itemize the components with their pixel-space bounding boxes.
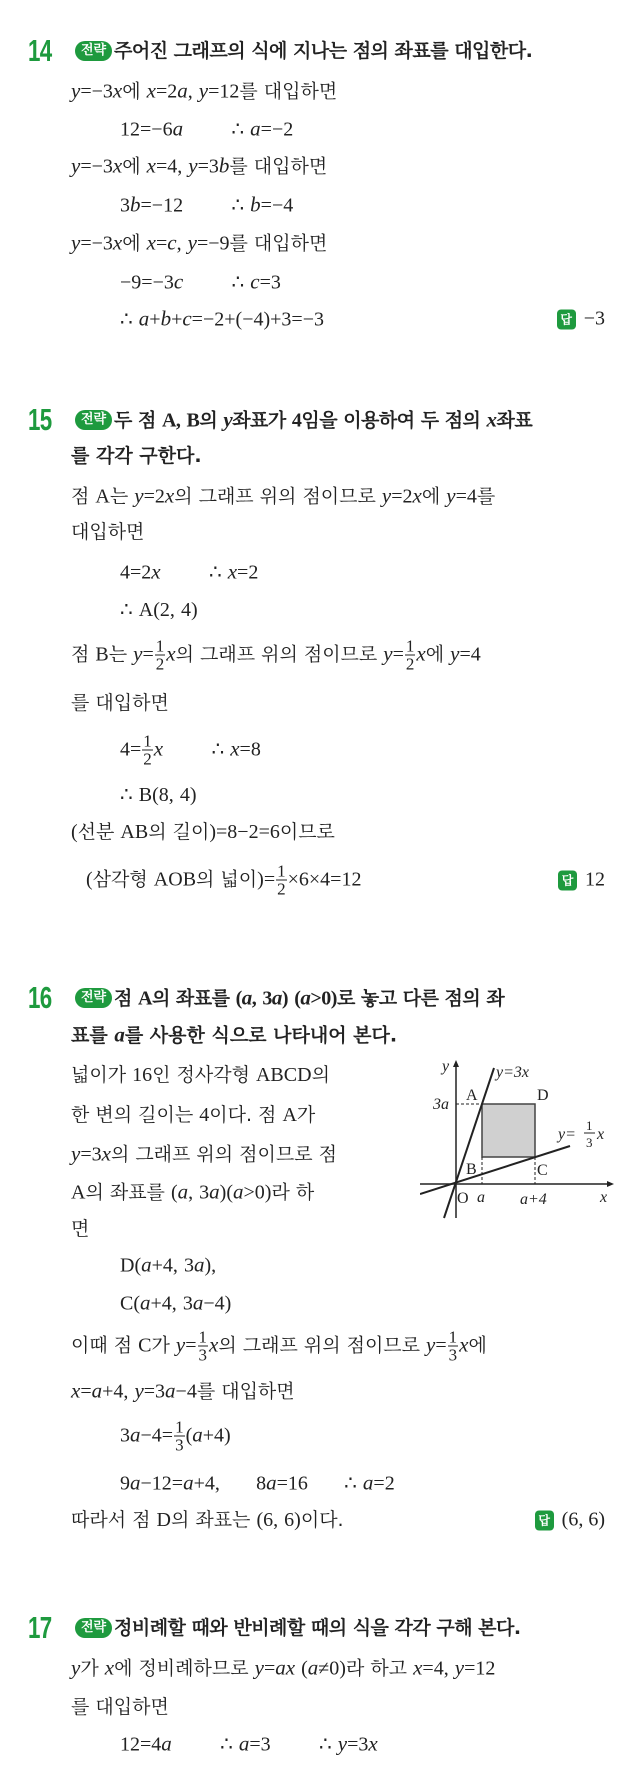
problem-number: 17 (28, 1610, 52, 1645)
point-c-label: C (537, 1162, 548, 1179)
solution-line: y=−3x에 x=2a, y=12를 대입하면 (71, 78, 338, 103)
solution-line: 9a−12=a+4, 8a=16 ∴ a=2 (120, 1470, 395, 1495)
line2-label-den: 3 (586, 1135, 593, 1150)
strategy-text: 두 점 A, B의 y좌표가 4임을 이용하여 두 점의 x좌표 (114, 407, 533, 432)
solution-line: 를 대입하면 (71, 1696, 169, 1718)
solution-line: ∴ a+b+c=−2+(−4)+3=−3 (120, 306, 324, 331)
solution-line: 4= $\frac{1}{2}$ x ∴ x=8 (120, 731, 261, 769)
origin-label: O (457, 1190, 469, 1207)
strategy-text: 표를 a를 사용한 식으로 나타내어 본다. (71, 1022, 398, 1047)
line2-label-post: x (597, 1126, 605, 1143)
solution-line: 3b=−12 ∴ b=−4 (120, 192, 294, 217)
strategy-badge: 전략 (75, 410, 112, 430)
strategy-text: 점 A의 좌표를 (a, 3a) (a>0)로 놓고 다른 점의 좌 (114, 985, 505, 1010)
problem-number: 15 (28, 402, 52, 437)
solution-line: C(a+4, 3a−4) (120, 1290, 232, 1315)
y-tick-label: 3a (433, 1096, 449, 1113)
line2-label-num: 1 (586, 1118, 593, 1133)
answer-badge: 답 (535, 1510, 554, 1530)
x-axis-arrow (607, 1181, 614, 1187)
y-axis-arrow (453, 1060, 459, 1067)
answer-badge: 답 (557, 309, 576, 329)
strategy-text: 를 각각 구한다. (71, 445, 202, 467)
square-abcd (482, 1104, 535, 1157)
solution-line: y=−3x에 x=c, y=−9를 대입하면 (71, 230, 328, 255)
solution-line: A의 좌표를 (a, 3a)(a>0)라 하 (71, 1179, 315, 1204)
x-axis-label: x (600, 1189, 608, 1206)
strategy-text: 정비례할 때와 반비례할 때의 식을 각각 구해 본다. (114, 1617, 521, 1639)
strategy-badge: 전략 (75, 41, 112, 61)
solution-line: D(a+4, 3a), (120, 1252, 217, 1277)
line2-label-pre: y= (558, 1126, 576, 1143)
answer-value: 12 (585, 868, 605, 891)
answer (535, 1509, 605, 1532)
solution-line: 대입하면 (71, 521, 145, 543)
solution-line: (선분 AB의 길이)=8−2=6이므로 (71, 821, 335, 843)
answer-badge: 답 (558, 870, 577, 890)
strategy-text: 주어진 그래프의 식에 지나는 점의 좌표를 대입한다. (114, 40, 533, 62)
y-axis-label: y (442, 1058, 450, 1075)
problem-number: 16 (28, 980, 52, 1015)
solution-line: −9=−3c ∴ c=3 (120, 269, 281, 294)
strategy-badge: 전략 (75, 1618, 112, 1638)
point-b-label: B (466, 1161, 477, 1178)
solution-line: 를 대입하면 (71, 692, 169, 714)
solution-line: ∴ A(2, 4) (120, 599, 198, 621)
point-d-label: D (537, 1087, 549, 1104)
solution-line: (삼각형 AOB의 넓이)= $\frac{1}{2}$ ×6×4=12 (86, 861, 362, 899)
coordinate-graph (420, 1058, 620, 1228)
x-tick-label: a+4 (520, 1191, 547, 1208)
solution-line: 이때 점 C가 y= $\frac{1}{3}$ x의 그래프 위의 점이므로 y= $\frac{1}{3}$ x에 (71, 1327, 487, 1365)
answer-value: −3 (583, 307, 605, 330)
solution-line: x=a+4, y=3a−4를 대입하면 (71, 1378, 295, 1403)
solution-line: 점 B는 y= $\frac{1}{2}$ x의 그래프 위의 점이므로 y= $\frac{1}{2}$ x에 y=4 (71, 636, 481, 674)
solution-line: y=−3x에 x=4, y=3b를 대입하면 (71, 153, 328, 178)
strategy-badge: 전략 (75, 988, 112, 1008)
solution-line: 면 (71, 1218, 90, 1240)
answer (558, 869, 605, 892)
solution-line: 12=−6a ∴ a=−2 (120, 116, 294, 141)
answer (557, 308, 605, 331)
solution-line: 넓이가 16인 정사각형 ABCD의 (71, 1064, 330, 1086)
solution-line: 12=4a ∴ a=3 ∴ y=3x (120, 1731, 378, 1756)
point-a-label: A (466, 1087, 478, 1104)
solution-line: 4=2x ∴ x=2 (120, 559, 259, 584)
problem-number: 14 (28, 33, 52, 68)
x-tick-label: a (477, 1189, 485, 1206)
solution-line: ∴ B(8, 4) (120, 784, 197, 806)
solution-line: y가 x에 정비례하므로 y=ax (a≠0)라 하고 x=4, y=12 (71, 1655, 496, 1680)
line1-label: y=3x (496, 1064, 529, 1081)
solution-line: 한 변의 길이는 4이다. 점 A가 (71, 1104, 316, 1126)
solution-line: 따라서 점 D의 좌표는 (6, 6)이다. (71, 1509, 344, 1531)
solution-line: 3a−4= $\frac{1}{3}$ (a+4) (120, 1417, 231, 1455)
solution-line: y=3x의 그래프 위의 점이므로 점 (71, 1141, 337, 1166)
solution-line: 점 A는 y=2x의 그래프 위의 점이므로 y=2x에 y=4를 (71, 483, 496, 508)
answer-value: (6, 6) (561, 1508, 605, 1531)
